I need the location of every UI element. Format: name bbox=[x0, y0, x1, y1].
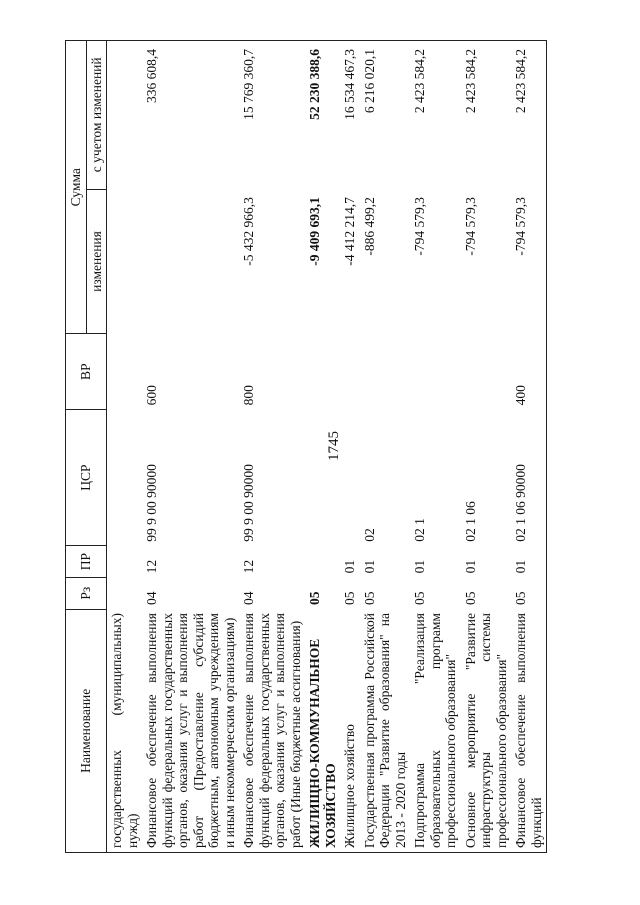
table-row bbox=[142, 41, 239, 853]
cell-vr bbox=[340, 334, 360, 409]
table-row bbox=[107, 41, 143, 853]
cell-name: государственных (муниципальных) нужд) bbox=[107, 609, 143, 852]
header-with-changes: с учетом изменений bbox=[86, 41, 107, 190]
cell-vr: 800 bbox=[241, 385, 257, 406]
budget-table bbox=[65, 40, 547, 853]
cell-rz: 05 bbox=[361, 591, 377, 606]
table-row bbox=[360, 41, 411, 853]
cell-csr bbox=[107, 409, 143, 545]
cell-name: Государственная программа Российской Федерации "Развитие образования" на 2013 - 2020 годы bbox=[360, 609, 411, 852]
page-number: 1745 bbox=[326, 431, 342, 461]
cell-changes: -4 412 214,7 bbox=[342, 197, 358, 266]
header-changes: изменения bbox=[86, 189, 107, 334]
cell-rz bbox=[107, 577, 143, 609]
table-row bbox=[305, 41, 340, 853]
cell-changes bbox=[107, 189, 143, 334]
cell-total: 6 216 020,1 bbox=[360, 41, 411, 190]
header-name: Наименование bbox=[66, 609, 107, 852]
cell-total: 336 608,4 bbox=[142, 41, 239, 190]
cell-vr bbox=[305, 334, 340, 409]
cell-csr bbox=[340, 409, 360, 545]
cell-pr: 01 bbox=[361, 559, 377, 574]
cell-rz: 04 bbox=[144, 591, 160, 606]
cell-name: Финансовое обеспечение выполнения функций федеральных государственных органов, оказания услуг и выполнения работ (Иные бюджетные ассигнования) bbox=[239, 609, 305, 852]
cell-name: ЖИЛИЩНО-КОММУНАЛЬНОЕ ХОЗЯЙСТВО bbox=[305, 609, 340, 852]
cell-total: 2 423 584,2 bbox=[461, 41, 512, 190]
cell-vr bbox=[461, 334, 512, 409]
cell-total: 16 534 467,3 bbox=[340, 41, 360, 190]
cell-rz: 05 bbox=[307, 591, 323, 606]
cell-total: 15 769 360,7 bbox=[239, 41, 305, 190]
header-sum: Сумма bbox=[66, 41, 87, 334]
cell-changes: -9 409 693,1 bbox=[307, 197, 323, 266]
table-row bbox=[511, 41, 547, 853]
cell-changes: -794 579,3 bbox=[412, 197, 428, 256]
cell-vr bbox=[107, 334, 143, 409]
header-pr: ПР bbox=[66, 546, 107, 578]
table-row bbox=[239, 41, 305, 853]
cell-csr: 02 1 06 bbox=[462, 501, 478, 542]
cell-csr: 99 9 00 90000 bbox=[144, 464, 160, 542]
cell-name: Основное мероприятие "Развитие инфраструктуры системы профессионального образования" bbox=[461, 609, 512, 852]
cell-rz: 05 bbox=[412, 591, 428, 606]
cell-vr: 400 bbox=[511, 334, 547, 409]
cell-pr: 01 bbox=[342, 559, 358, 574]
cell-pr: 01 bbox=[462, 559, 478, 574]
cell-rz: 05 bbox=[342, 591, 358, 606]
header-csr: ЦСР bbox=[66, 409, 107, 545]
table-body bbox=[107, 41, 547, 853]
cell-pr: 01 bbox=[511, 546, 547, 578]
cell-rz: 05 bbox=[511, 577, 547, 609]
cell-changes: -5 432 966,3 bbox=[241, 197, 257, 266]
cell-vr: 600 bbox=[144, 385, 160, 406]
cell-vr bbox=[410, 334, 461, 409]
cell-rz: 04 bbox=[241, 591, 257, 606]
cell-name: Финансовое обеспечение выполнения функций федеральных государственных органов, оказания услуг и выполнения работ (Предоставление субсидий бюджетным, автономным учреждениям и иным некоммерческим организациям) bbox=[142, 609, 239, 852]
cell-rz: 05 bbox=[462, 591, 478, 606]
table-row bbox=[410, 41, 461, 853]
cell-total: 2 423 584,2 bbox=[511, 41, 547, 190]
cell-pr bbox=[107, 546, 143, 578]
cell-changes: -794 579,3 bbox=[511, 189, 547, 334]
cell-changes bbox=[142, 189, 239, 334]
cell-csr: 02 1 06 90000 bbox=[511, 409, 547, 545]
cell-csr: 02 bbox=[361, 528, 377, 542]
cell-csr: 02 1 bbox=[412, 518, 428, 542]
header-rz: Рз bbox=[66, 577, 107, 609]
cell-pr: 01 bbox=[412, 559, 428, 574]
cell-pr bbox=[305, 546, 340, 578]
cell-name: Жилищное хозяйство bbox=[340, 609, 360, 852]
cell-vr bbox=[360, 334, 411, 409]
cell-pr: 12 bbox=[241, 559, 257, 574]
table-row bbox=[340, 41, 360, 853]
cell-csr bbox=[305, 409, 340, 545]
cell-changes: -794 579,3 bbox=[462, 197, 478, 256]
cell-csr: 99 9 00 90000 bbox=[241, 464, 257, 542]
cell-changes: -886 499,2 bbox=[361, 197, 377, 256]
cell-name: Подпрограмма "Реализация образовательных программ профессионального образования" bbox=[410, 609, 461, 852]
header-vr: ВР bbox=[66, 334, 107, 409]
cell-total: 52 230 388,6 bbox=[305, 41, 340, 190]
cell-total: 2 423 584,2 bbox=[410, 41, 461, 190]
table-row bbox=[461, 41, 512, 853]
cell-total bbox=[107, 41, 143, 190]
cell-name: Финансовое обеспечение выполнения функций bbox=[511, 609, 547, 852]
cell-pr: 12 bbox=[144, 559, 160, 574]
